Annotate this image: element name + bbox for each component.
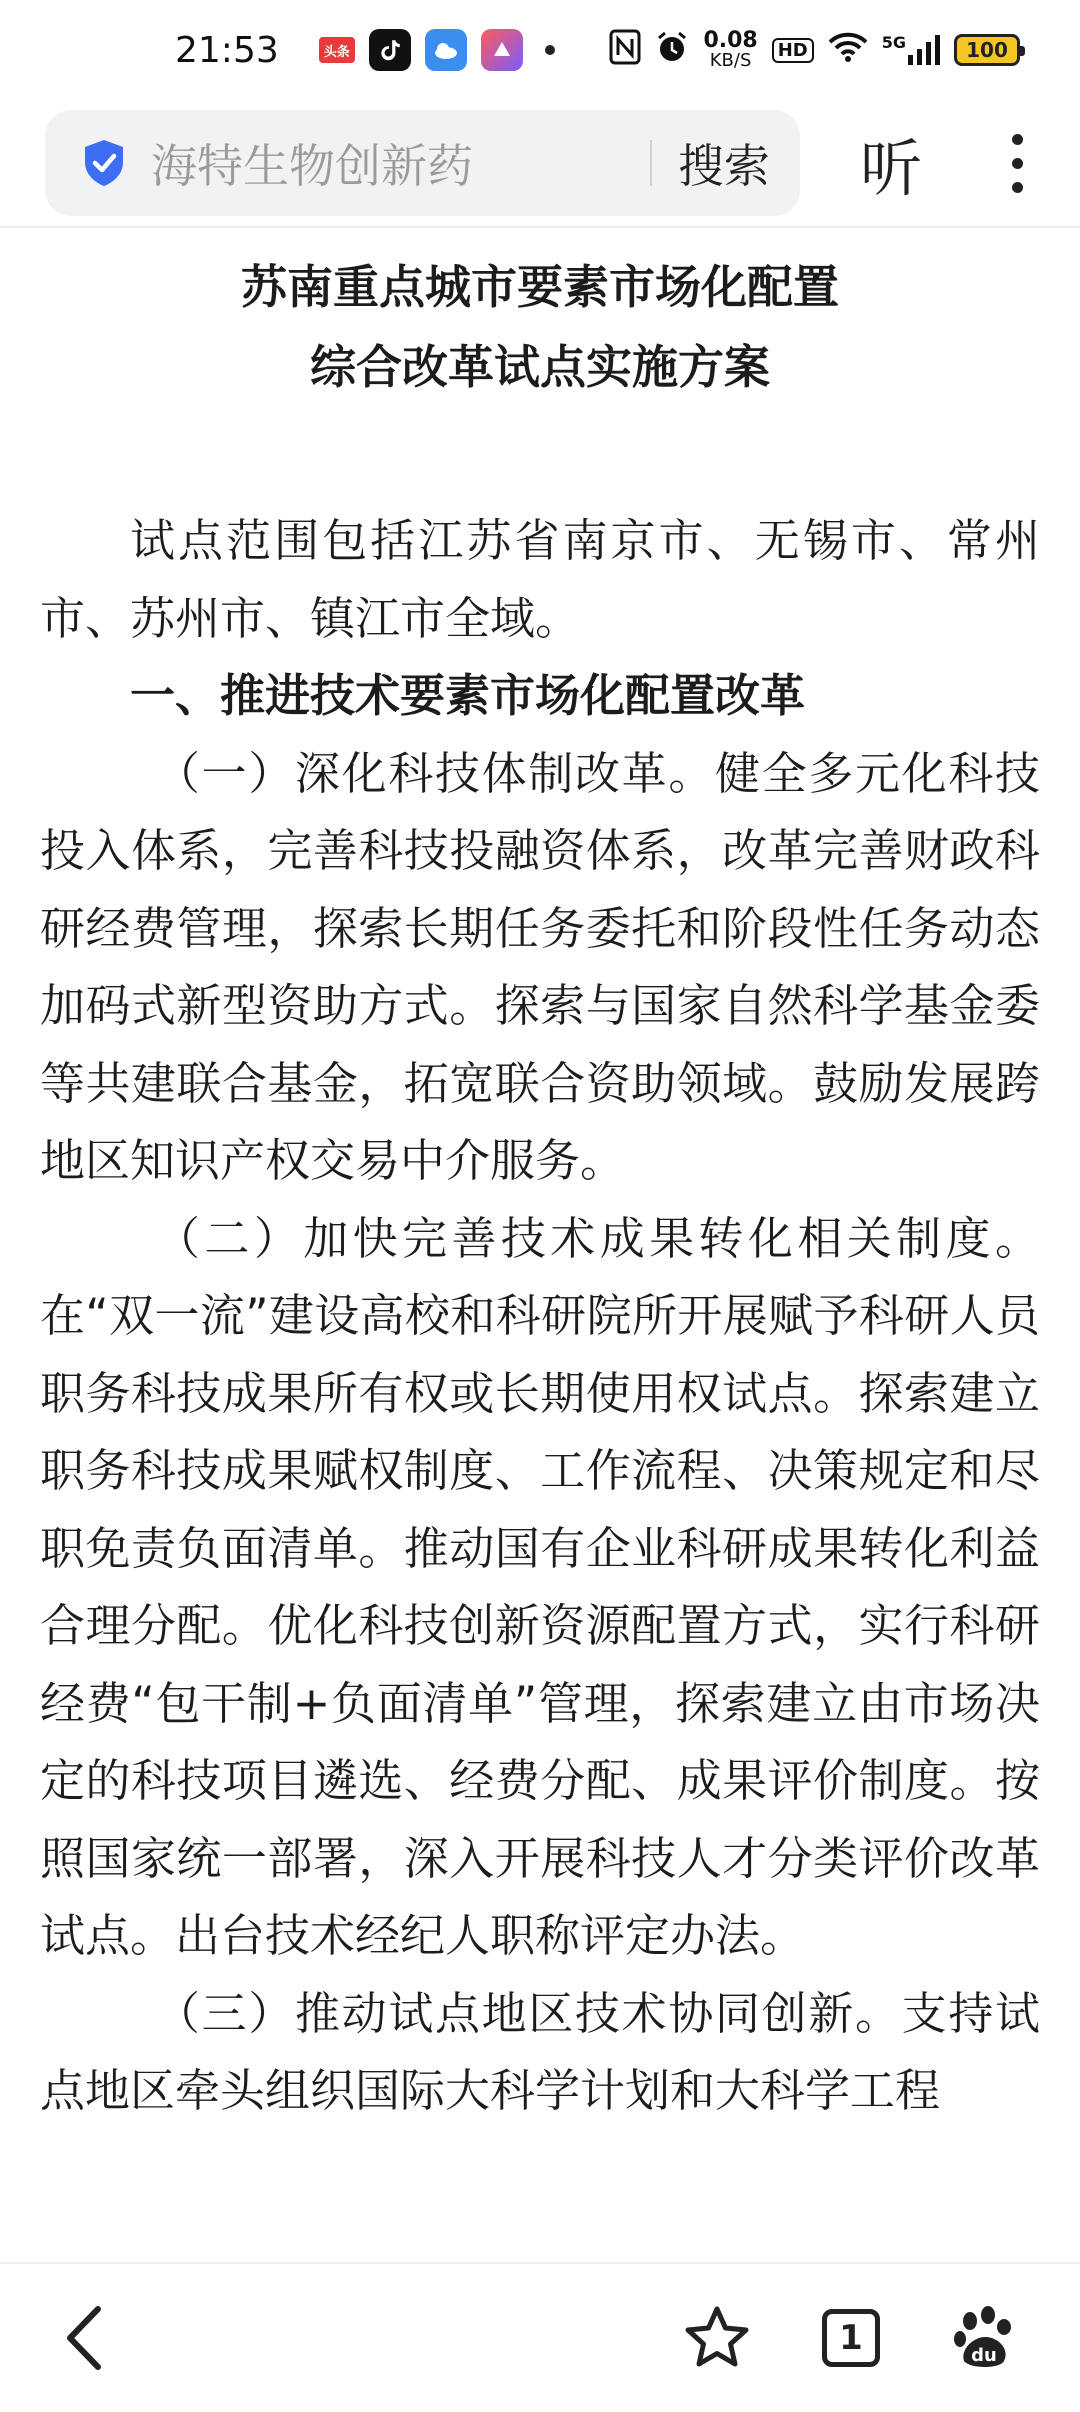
cellular-signal-icon: 5G	[882, 35, 940, 65]
wifi-icon	[828, 31, 868, 70]
title-line-2: 综合改革试点实施方案	[310, 340, 770, 394]
tabs-count-button[interactable]: 1	[822, 2309, 880, 2367]
battery-indicator: 100	[954, 34, 1020, 66]
bottom-actions	[682, 2303, 1020, 2373]
title-line-1: 苏南重点城市要素市场化配置	[241, 260, 839, 314]
listen-button[interactable]: 听	[860, 131, 923, 205]
search-divider	[650, 140, 652, 186]
intro-paragraph: 试点范围包括江苏省南京市、无锡市、常州市、苏州市、镇江市全域。	[40, 514, 1040, 645]
favorite-star-icon[interactable]	[682, 2303, 752, 2373]
nfc-icon	[609, 29, 641, 72]
paragraph-3: （三）推动试点地区技术协同创新。支持试点地区牵头组织国际大科学计划和大科学工程	[40, 1986, 1040, 2117]
status-indicators	[609, 29, 1020, 72]
status-time: 21:53	[175, 29, 279, 71]
more-notifications-dot	[545, 45, 555, 55]
title-spacer	[40, 407, 1040, 502]
app-notification-icon	[481, 29, 523, 71]
weather-app-icon	[425, 29, 467, 71]
shield-icon	[81, 138, 127, 188]
hd-badge: HD	[772, 38, 814, 63]
more-menu-icon[interactable]	[1012, 134, 1023, 193]
status-bar	[0, 0, 1080, 100]
baidu-paw-icon[interactable]	[950, 2303, 1020, 2373]
search-box[interactable]	[45, 110, 800, 216]
paragraph-2: （二）加快完善技术成果转化相关制度。在“双一流”建设高校和科研院所开展赋予科研人员职务科技成果所有权或长期使用权试点。探索建立职务科技成果赋权制度、工作流程、决策规定和尽职免责负面清单。推动国有企业科研成果转化利益合理分配。优化科技创新资源配置方式，实行科研经费“包干制+负面清单”管理，探索建立由市场决定的科技项目遴选、经费分配、成果评价制度。按照国家统一部署，深入开展科技人才分类评价改革试点。出台技术经纪人职称评定办法。	[40, 1211, 1040, 1962]
browser-toolbar	[0, 100, 1080, 228]
network-speed: 0.08 KB/S	[703, 28, 758, 71]
toutiao-app-icon: 头条	[319, 37, 355, 63]
section-heading: 一、推进技术要素市场化配置改革	[130, 669, 806, 722]
svg-text:du: du	[971, 2345, 997, 2366]
paragraph-1: （一）深化科技体制改革。健全多元化科技投入体系，完善科技投融资体系，改革完善财政科研经费管理，探索长期任务委托和阶段性任务动态加码式新型资助方式。探索与国家自然科学基金委等共建联合基金，拓宽联合资助领域。鼓励发展跨地区知识产权交易中介服务。	[40, 746, 1040, 1187]
search-button[interactable]: 搜索	[678, 139, 770, 193]
bottom-navigation-bar	[0, 2262, 1080, 2412]
document-title	[40, 232, 1040, 407]
douyin-app-icon	[369, 29, 411, 71]
back-arrow-icon[interactable]	[60, 2303, 110, 2373]
article-content	[40, 232, 1040, 2262]
alarm-icon	[655, 30, 689, 71]
search-input[interactable]: 海特生物创新药	[151, 139, 473, 193]
